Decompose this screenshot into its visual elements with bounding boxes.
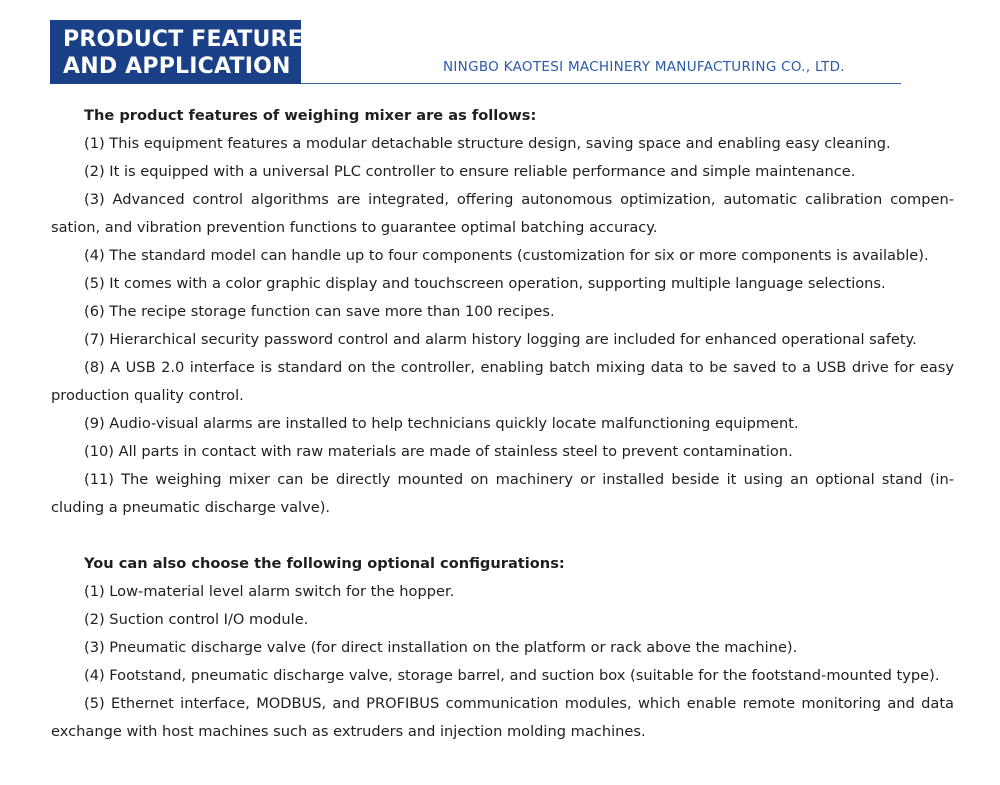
option-item: (4) Footstand, pneumatic discharge valve, storage barrel, and suction box (suitable for the footstand-mounted type). (84, 667, 940, 684)
feature-item: (7) Hierarchical security password control and alarm history logging are included for enhanced operational safety. (84, 331, 917, 348)
section-title-line-2: AND APPLICATION (63, 54, 291, 79)
feature-item: (6) The recipe storage function can save more than 100 recipes. (84, 303, 555, 320)
feature-item: (5) It comes with a color graphic display and touchscreen operation, supporting multiple language selections. (84, 275, 886, 292)
section-title-line-1: PRODUCT FEATURE (63, 27, 303, 52)
option-item: (3) Pneumatic discharge valve (for direct installation on the platform or rack above the machine). (84, 639, 798, 656)
feature-item: (4) The standard model can handle up to four components (customization for six or more components is available). (84, 247, 929, 264)
option-item: (2) Suction control I/O module. (84, 611, 309, 628)
feature-item: (11) The weighing mixer can be directly mounted on machinery or installed beside it using an optional stand (in-cluding a pneumatic discharge valve). (51, 471, 954, 516)
option-item: (1) Low-material level alarm switch for the hopper. (84, 583, 455, 600)
section-title-banner (50, 20, 301, 84)
feature-item: (2) It is equipped with a universal PLC controller to ensure reliable performance and simple maintenance. (84, 163, 856, 180)
feature-item: (1) This equipment features a modular detachable structure design, saving space and enabling easy cleaning. (84, 135, 891, 152)
header-divider (301, 83, 901, 84)
document-body (51, 102, 954, 746)
section-spacer (51, 522, 954, 550)
features-heading: The product features of weighing mixer are as follows: (84, 107, 537, 124)
feature-item: (10) All parts in contact with raw materials are made of stainless steel to prevent contamination. (84, 443, 793, 460)
feature-item: (3) Advanced control algorithms are integrated, offering autonomous optimization, automatic calibration compen-sation, and vibration prevention functions to guarantee optimal batching accuracy. (51, 191, 954, 236)
option-item: (5) Ethernet interface, MODBUS, and PROFIBUS communication modules, which enable remote monitoring and data exchange with host machines such as extruders and injection molding machines. (51, 695, 954, 740)
options-heading: You can also choose the following optional configurations: (84, 555, 565, 572)
company-name: NINGBO KAOTESI MACHINERY MANUFACTURING CO., LTD. (443, 59, 845, 75)
feature-item: (9) Audio-visual alarms are installed to help technicians quickly locate malfunctioning equipment. (84, 415, 799, 432)
feature-item: (8) A USB 2.0 interface is standard on the controller, enabling batch mixing data to be saved to a USB drive for easy production quality control. (51, 359, 954, 404)
